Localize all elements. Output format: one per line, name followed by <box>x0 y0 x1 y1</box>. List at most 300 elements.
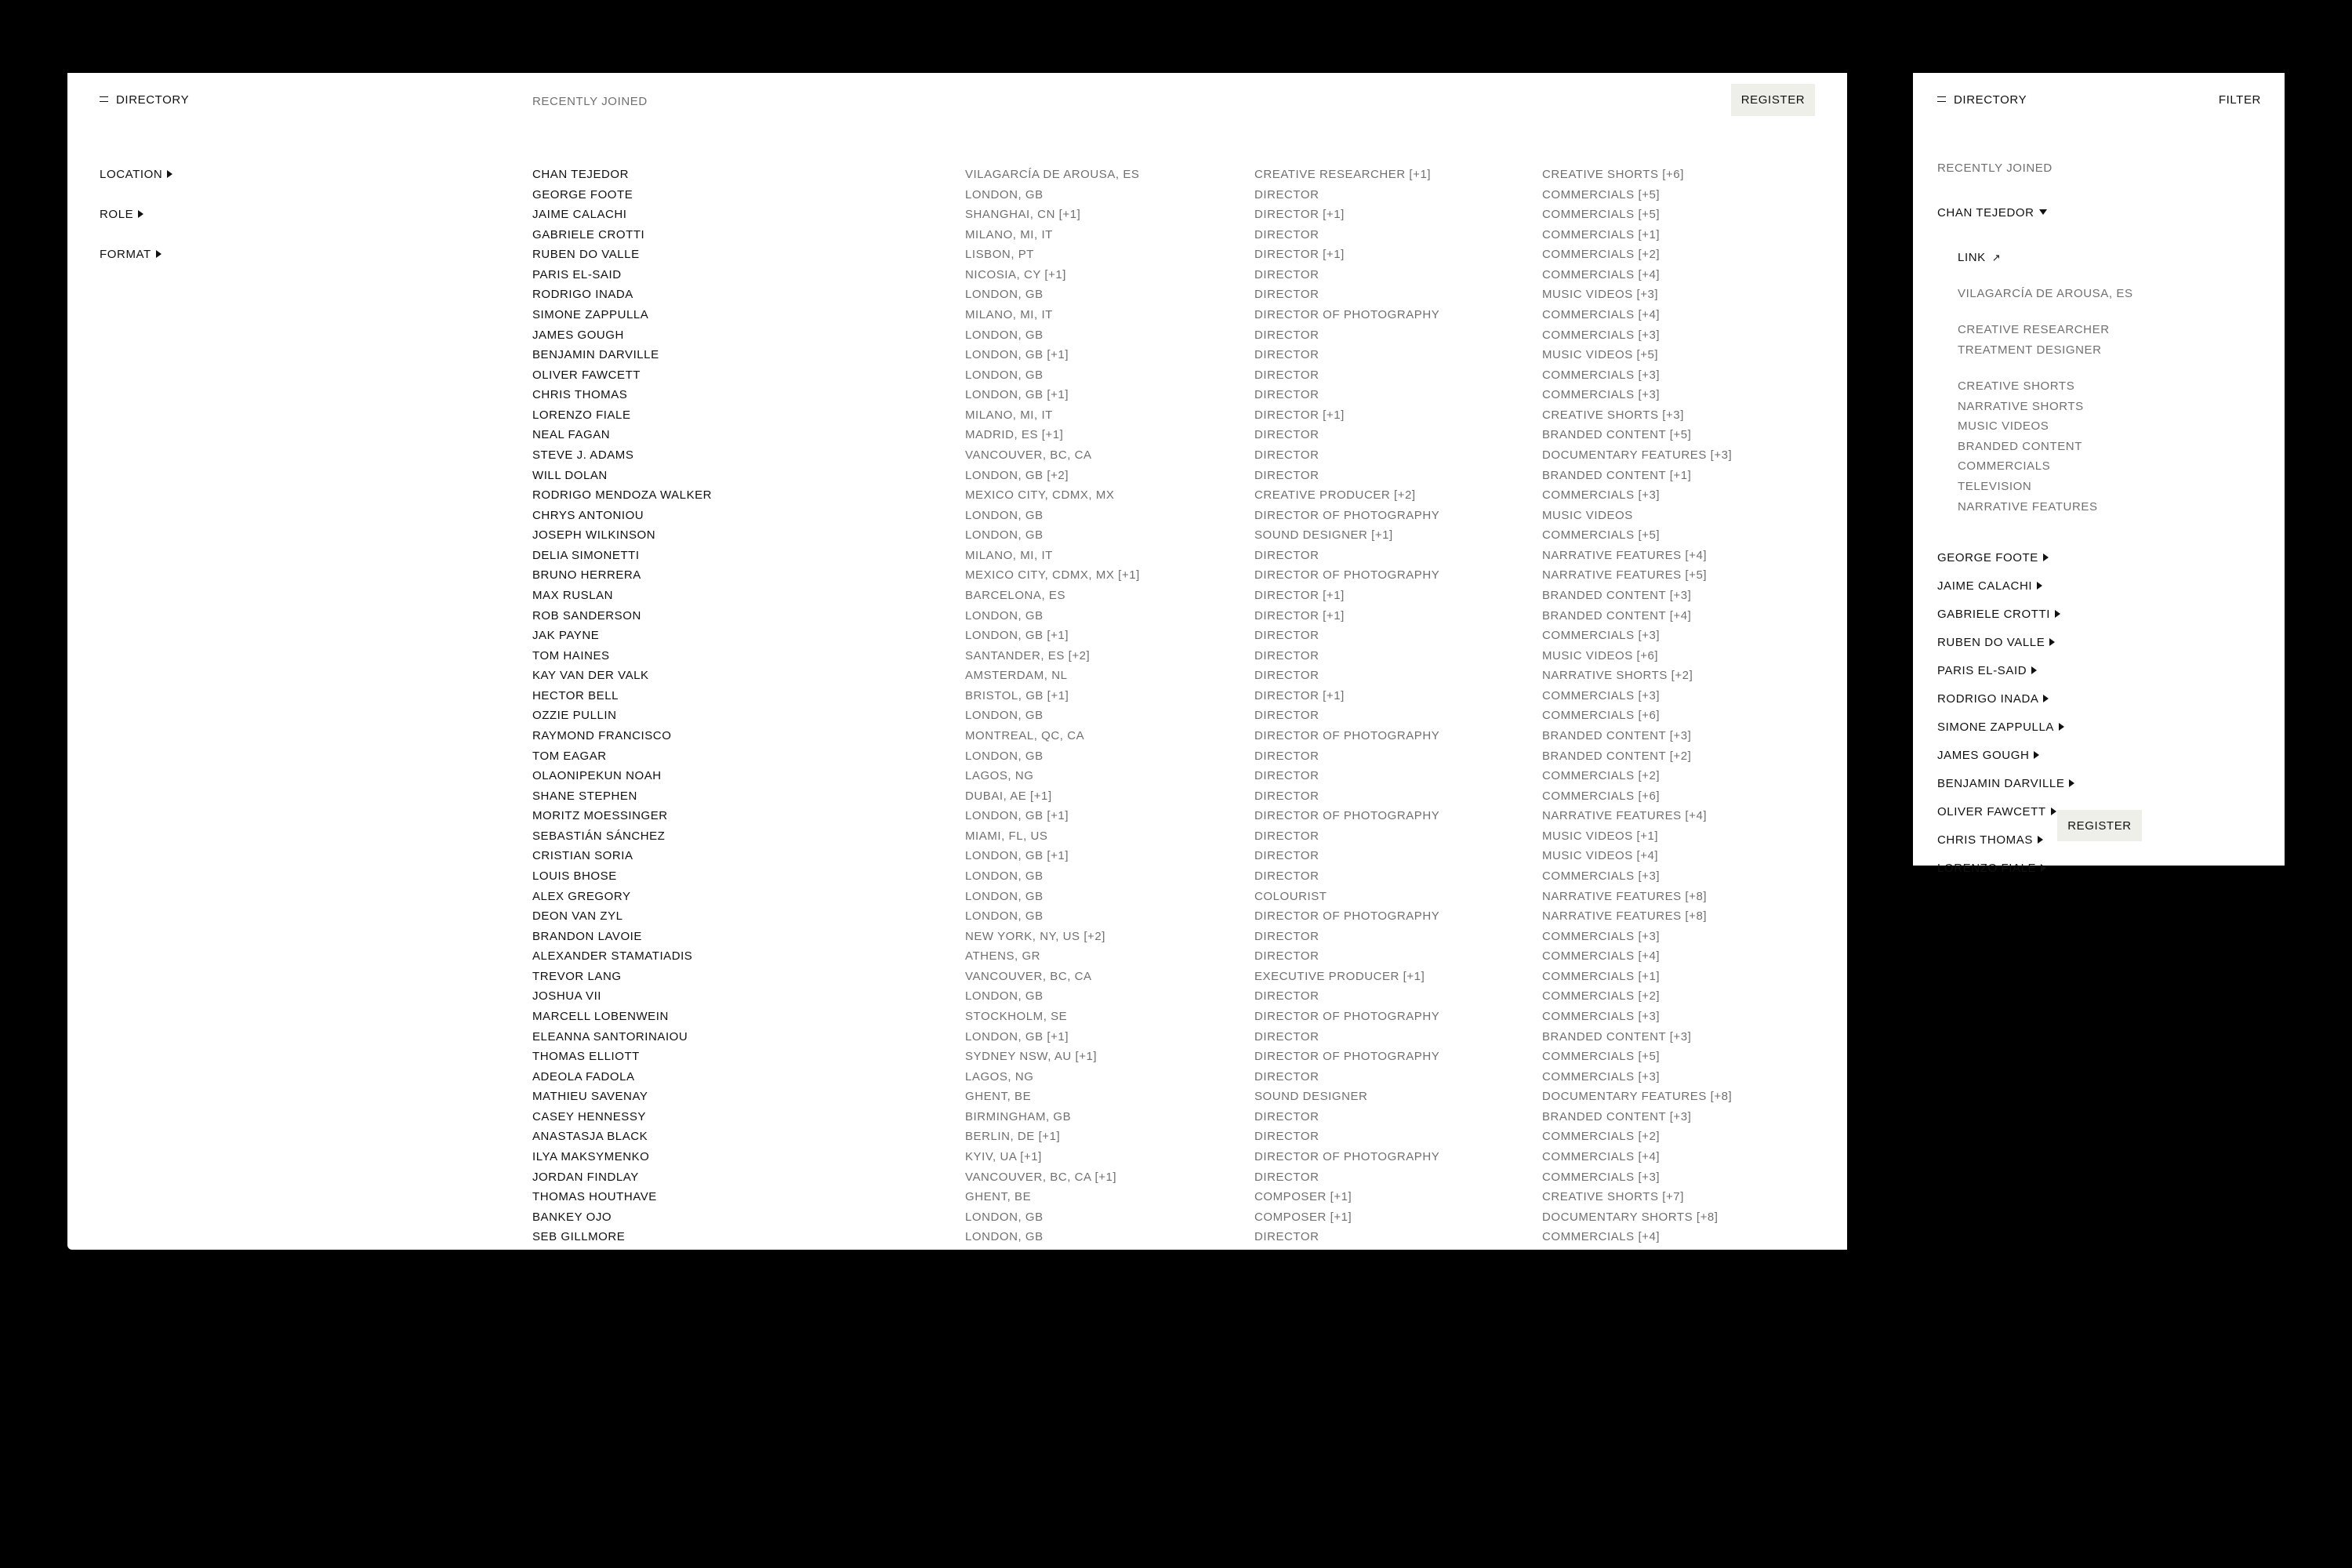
profile-format: CREATIVE SHORTS <box>1958 379 2075 393</box>
member-name[interactable]: ROB SANDERSON <box>532 608 641 622</box>
member-location: LAGOS, NG <box>965 1069 1034 1083</box>
table-row[interactable] <box>67 208 1847 228</box>
table-row[interactable] <box>67 1150 1847 1171</box>
profile-format: COMMERCIALS <box>1958 459 2051 474</box>
member-name[interactable]: ALEX GREGORY <box>532 889 631 903</box>
member-name[interactable]: RAYMOND FRANCISCO <box>532 728 672 742</box>
member-role: COMPOSER [+1] <box>1254 1210 1352 1224</box>
table-row[interactable] <box>67 448 1847 469</box>
member-format: COMMERCIALS [+2] <box>1542 248 1661 262</box>
member-name[interactable]: CHAN TEJEDOR <box>532 168 630 181</box>
member-location: MILANO, MI, IT <box>965 227 1053 241</box>
table-row[interactable] <box>67 750 1847 770</box>
table-row[interactable] <box>67 1010 1847 1030</box>
caret-right-icon <box>2055 610 2060 618</box>
table-row[interactable] <box>67 568 1847 589</box>
member-location: STOCKHOLM, SE <box>965 1009 1068 1023</box>
member-format: COMMERCIALS [+5] <box>1542 208 1661 222</box>
member-location: LONDON, GB <box>965 187 1044 201</box>
caret-right-icon <box>2038 836 2043 844</box>
member-location: ATHENS, GR <box>965 949 1041 964</box>
table-row[interactable] <box>67 168 1847 188</box>
member-location: LONDON, GB <box>965 528 1044 543</box>
table-row[interactable] <box>67 188 1847 209</box>
member-role: DIRECTOR OF PHOTOGRAPHY <box>1254 1149 1440 1163</box>
member-format: NARRATIVE FEATURES [+8] <box>1542 889 1708 903</box>
table-row[interactable] <box>67 488 1847 509</box>
expanded-profile-name: CHAN TEJEDOR <box>1937 206 2034 220</box>
member-name[interactable]: ELEANNA SANTORINAIOU <box>532 1029 688 1044</box>
mobile-list-item-name: GEORGE FOOTE <box>1937 551 2038 564</box>
member-format: MUSIC VIDEOS [+3] <box>1542 288 1659 302</box>
member-role: DIRECTOR <box>1254 629 1319 643</box>
member-name[interactable]: CHRYS ANTONIOU <box>532 508 644 522</box>
member-format: COMMERCIALS [+6] <box>1542 789 1661 803</box>
member-role: DIRECTOR [+1] <box>1254 208 1345 222</box>
member-name[interactable]: KAY VAN DER VALK <box>532 669 649 683</box>
member-role: DIRECTOR [+1] <box>1254 588 1345 602</box>
member-name[interactable]: TOM HAINES <box>532 648 610 662</box>
member-role: DIRECTOR <box>1254 789 1319 803</box>
member-location: AMSTERDAM, NL <box>965 669 1068 683</box>
table-row[interactable] <box>67 909 1847 930</box>
member-role: CREATIVE RESEARCHER [+1] <box>1254 168 1432 181</box>
table-row[interactable] <box>67 268 1847 289</box>
mobile-list-item[interactable] <box>1937 777 2074 791</box>
member-format: COMMERCIALS [+1] <box>1542 227 1661 241</box>
table-row[interactable] <box>67 1171 1847 1191</box>
table-row[interactable] <box>67 509 1847 529</box>
member-format: BRANDED CONTENT [+2] <box>1542 749 1692 763</box>
member-format: COMMERCIALS [+5] <box>1542 187 1661 201</box>
member-role: DIRECTOR <box>1254 368 1319 382</box>
member-role: DIRECTOR <box>1254 288 1319 302</box>
member-format: COMMERCIALS [+3] <box>1542 328 1661 342</box>
member-location: MEXICO CITY, CDMX, MX <box>965 488 1115 503</box>
directory-menu-button[interactable] <box>100 93 189 107</box>
member-location: LONDON, GB <box>965 508 1044 522</box>
member-location: LONDON, GB [+2] <box>965 468 1069 482</box>
register-button[interactable]: REGISTER <box>1731 84 1815 116</box>
member-location: LONDON, GB [+1] <box>965 849 1069 863</box>
member-location: LONDON, GB [+1] <box>965 348 1069 362</box>
table-row[interactable] <box>67 528 1847 549</box>
profile-link[interactable] <box>1958 251 2001 265</box>
table-row[interactable] <box>67 1130 1847 1150</box>
member-name[interactable]: SEBASTIÁN SÁNCHEZ <box>532 829 666 843</box>
table-row[interactable] <box>67 348 1847 368</box>
mobile-list-item-name: RUBEN DO VALLE <box>1937 636 2045 649</box>
profile-link-label: LINK <box>1958 251 1986 264</box>
table-row[interactable] <box>67 368 1847 389</box>
member-role: DIRECTOR <box>1254 348 1319 362</box>
member-format: BRANDED CONTENT [+4] <box>1542 608 1692 622</box>
member-format: COMMERCIALS [+3] <box>1542 929 1661 943</box>
profile-location: VILAGARCÍA DE AROUSA, ES <box>1958 287 2133 300</box>
member-name[interactable]: GABRIELE CROTTI <box>532 227 645 241</box>
member-location: BIRMINGHAM, GB <box>965 1109 1072 1123</box>
member-format: COMMERCIALS [+5] <box>1542 1050 1661 1064</box>
table-row[interactable] <box>67 288 1847 308</box>
member-format: COMMERCIALS [+6] <box>1542 709 1661 723</box>
member-format: COMMERCIALS [+2] <box>1542 1130 1661 1144</box>
member-role: DIRECTOR <box>1254 769 1319 783</box>
member-name[interactable]: RUBEN DO VALLE <box>532 248 640 262</box>
member-format: NARRATIVE SHORTS [+2] <box>1542 669 1693 683</box>
member-name[interactable]: BRANDON LAVOIE <box>532 929 642 943</box>
filter-button[interactable]: FILTER <box>2218 93 2261 107</box>
table-row[interactable] <box>67 849 1847 869</box>
member-role: DIRECTOR OF PHOTOGRAPHY <box>1254 728 1440 742</box>
member-location: LONDON, GB <box>965 869 1044 883</box>
member-role: DIRECTOR OF PHOTOGRAPHY <box>1254 909 1440 924</box>
member-role: DIRECTOR <box>1254 869 1319 883</box>
member-role: DIRECTOR <box>1254 749 1319 763</box>
table-row[interactable] <box>67 1230 1847 1250</box>
member-role: DIRECTOR OF PHOTOGRAPHY <box>1254 809 1440 823</box>
mobile-list-item[interactable] <box>1937 608 2060 622</box>
member-role: DIRECTOR [+1] <box>1254 408 1345 422</box>
profile-format: NARRATIVE SHORTS <box>1958 399 2084 413</box>
member-name[interactable]: STEVE J. ADAMS <box>532 448 634 462</box>
table-row[interactable] <box>67 1070 1847 1091</box>
table-row[interactable] <box>67 729 1847 750</box>
mobile-list-item[interactable] <box>1937 551 2049 565</box>
table-row[interactable] <box>67 1110 1847 1131</box>
member-name[interactable]: MORITZ MOESSINGER <box>532 809 668 823</box>
member-name[interactable]: MARCELL LOBENWEIN <box>532 1009 669 1023</box>
table-row[interactable] <box>67 1030 1847 1051</box>
member-name[interactable]: SIMONE ZAPPULLA <box>532 307 649 321</box>
profile-format: TELEVISION <box>1958 480 2032 493</box>
member-role: DIRECTOR <box>1254 388 1319 402</box>
table-row[interactable] <box>67 1190 1847 1210</box>
member-format: COMMERCIALS [+2] <box>1542 769 1661 783</box>
table-row[interactable] <box>67 248 1847 268</box>
member-location: VILAGARCÍA DE AROUSA, ES <box>965 168 1140 181</box>
mobile-list-item[interactable] <box>1937 579 2042 593</box>
member-location: LONDON, GB [+1] <box>965 1029 1069 1044</box>
member-role: DIRECTOR <box>1254 829 1319 843</box>
member-role: DIRECTOR <box>1254 1130 1319 1144</box>
member-name[interactable]: OLAONIPEKUN NOAH <box>532 769 662 783</box>
member-name[interactable]: DEON VAN ZYL <box>532 909 623 924</box>
member-location: MILANO, MI, IT <box>965 307 1053 321</box>
member-role: DIRECTOR [+1] <box>1254 688 1345 702</box>
member-format: NARRATIVE FEATURES [+4] <box>1542 548 1708 562</box>
mobile-list-item[interactable] <box>1937 749 2039 763</box>
table-row[interactable] <box>67 709 1847 729</box>
mobile-list-item[interactable] <box>1937 636 2055 650</box>
member-location: VANCOUVER, BC, CA <box>965 969 1092 983</box>
member-location: LISBON, PT <box>965 248 1035 262</box>
filter-format-label: FORMAT <box>100 248 151 261</box>
member-name[interactable]: LOUIS BHOSE <box>532 869 617 883</box>
member-role: DIRECTOR <box>1254 468 1319 482</box>
mobile-list-item-name: JAMES GOUGH <box>1937 749 2030 762</box>
table-row[interactable] <box>67 809 1847 829</box>
member-name[interactable]: OZZIE PULLIN <box>532 709 617 723</box>
member-format: DOCUMENTARY FEATURES [+3] <box>1542 448 1733 462</box>
member-name[interactable]: THOMAS ELLIOTT <box>532 1050 640 1064</box>
member-location: SHANGHAI, CN [+1] <box>965 208 1081 222</box>
member-location: LONDON, GB [+1] <box>965 809 1069 823</box>
member-location: LONDON, GB <box>965 288 1044 302</box>
member-name[interactable]: WILL DOLAN <box>532 468 608 482</box>
member-location: LONDON, GB <box>965 989 1044 1004</box>
table-row[interactable] <box>67 1210 1847 1231</box>
member-role: DIRECTOR <box>1254 1069 1319 1083</box>
member-location: LONDON, GB [+1] <box>965 388 1069 402</box>
member-format: COMMERCIALS [+3] <box>1542 1009 1661 1023</box>
member-format: COMMERCIALS [+4] <box>1542 307 1661 321</box>
member-format: BRANDED CONTENT [+1] <box>1542 468 1692 482</box>
mobile-list-item-name: LORENZO FIALE <box>1937 862 2037 875</box>
caret-right-icon <box>2041 864 2046 872</box>
member-format: MUSIC VIDEOS [+4] <box>1542 849 1659 863</box>
table-row[interactable] <box>67 308 1847 328</box>
member-name[interactable]: BENJAMIN DARVILLE <box>532 348 659 362</box>
member-role: DIRECTOR <box>1254 989 1319 1004</box>
table-row[interactable] <box>67 769 1847 789</box>
table-row[interactable] <box>67 589 1847 609</box>
table-row[interactable] <box>67 989 1847 1010</box>
member-name[interactable]: OLIVER FAWCETT <box>532 368 641 382</box>
member-format: BRANDED CONTENT [+3] <box>1542 588 1692 602</box>
member-role: DIRECTOR <box>1254 1170 1319 1184</box>
member-location: LONDON, GB <box>965 909 1044 924</box>
member-role: SOUND DESIGNER [+1] <box>1254 528 1393 543</box>
member-location: LAGOS, NG <box>965 769 1034 783</box>
member-role: DIRECTOR <box>1254 1109 1319 1123</box>
mobile-register-button[interactable]: REGISTER <box>2057 810 2142 841</box>
caret-right-icon <box>2069 779 2074 787</box>
member-name[interactable]: ALEXANDER STAMATIADIS <box>532 949 693 964</box>
table-row[interactable] <box>67 609 1847 630</box>
member-name[interactable]: JAK PAYNE <box>532 629 600 643</box>
mobile-list-item-name: RODRIGO INADA <box>1937 692 2039 706</box>
member-role: DIRECTOR <box>1254 267 1319 281</box>
member-role: DIRECTOR <box>1254 448 1319 462</box>
member-role: DIRECTOR OF PHOTOGRAPHY <box>1254 307 1440 321</box>
caret-right-icon <box>2037 582 2042 590</box>
mobile-list-item-name: GABRIELE CROTTI <box>1937 608 2051 621</box>
mobile-list-item[interactable] <box>1937 720 2064 735</box>
member-name[interactable]: ILYA MAKSYMENKO <box>532 1149 650 1163</box>
profile-role: CREATIVE RESEARCHER <box>1958 323 2110 336</box>
member-format: BRANDED CONTENT [+3] <box>1542 1109 1692 1123</box>
member-location: BERLIN, DE [+1] <box>965 1130 1061 1144</box>
member-format: BRANDED CONTENT [+3] <box>1542 1029 1692 1044</box>
mobile-list-item[interactable] <box>1937 862 2046 876</box>
mobile-list-item[interactable] <box>1937 805 2056 819</box>
member-format: NARRATIVE FEATURES [+5] <box>1542 568 1708 583</box>
table-row[interactable] <box>67 930 1847 950</box>
member-name[interactable]: CASEY HENNESSY <box>532 1109 646 1123</box>
member-location: MIAMI, FL, US <box>965 829 1048 843</box>
mobile-directory-menu-button[interactable] <box>1937 93 2027 107</box>
table-row[interactable] <box>67 408 1847 429</box>
member-location: MONTREAL, QC, CA <box>965 728 1085 742</box>
member-location: LONDON, GB <box>965 608 1044 622</box>
member-role: DIRECTOR <box>1254 648 1319 662</box>
mobile-list-item-name: PARIS EL-SAID <box>1937 664 2027 677</box>
menu-icon <box>100 96 108 102</box>
external-link-icon: ↗ <box>1991 252 2002 263</box>
table-row[interactable] <box>67 549 1847 569</box>
member-location: LONDON, GB [+1] <box>965 629 1069 643</box>
table-row[interactable] <box>67 469 1847 489</box>
member-name[interactable]: TOM EAGAR <box>532 749 607 763</box>
member-location: LONDON, GB <box>965 889 1044 903</box>
mobile-list-item[interactable] <box>1937 692 2049 706</box>
member-name[interactable]: CHRIS THOMAS <box>532 388 628 402</box>
member-name[interactable]: HECTOR BELL <box>532 688 619 702</box>
member-format: NARRATIVE FEATURES [+4] <box>1542 809 1708 823</box>
member-location: SYDNEY NSW, AU [+1] <box>965 1050 1098 1064</box>
member-role: DIRECTOR <box>1254 227 1319 241</box>
member-name[interactable]: TREVOR LANG <box>532 969 622 983</box>
table-row[interactable] <box>67 1050 1847 1070</box>
caret-right-icon <box>2031 666 2037 674</box>
member-name[interactable]: DELIA SIMONETTI <box>532 548 640 562</box>
member-name[interactable]: THOMAS HOUTHAVE <box>532 1190 657 1204</box>
member-format: COMMERCIALS [+3] <box>1542 368 1661 382</box>
member-format: COMMERCIALS [+3] <box>1542 488 1661 503</box>
member-format: COMMERCIALS [+4] <box>1542 1149 1661 1163</box>
member-location: LONDON, GB <box>965 368 1044 382</box>
caret-right-icon <box>2034 751 2039 759</box>
member-location: LONDON, GB <box>965 328 1044 342</box>
member-role: SOUND DESIGNER <box>1254 1090 1368 1104</box>
table-row[interactable] <box>67 829 1847 850</box>
member-format: NARRATIVE FEATURES [+8] <box>1542 909 1708 924</box>
member-location: VANCOUVER, BC, CA [+1] <box>965 1170 1117 1184</box>
member-name[interactable]: GEORGE FOOTE <box>532 187 633 201</box>
member-location: VANCOUVER, BC, CA <box>965 448 1092 462</box>
member-role: DIRECTOR <box>1254 187 1319 201</box>
member-location: LONDON, GB <box>965 1230 1044 1244</box>
member-location: MADRID, ES [+1] <box>965 428 1064 442</box>
member-role: COMPOSER [+1] <box>1254 1190 1352 1204</box>
section-title: RECENTLY JOINED <box>532 95 648 108</box>
member-role: DIRECTOR <box>1254 949 1319 964</box>
member-name[interactable]: CRISTIAN SORIA <box>532 849 633 863</box>
member-name[interactable]: MATHIEU SAVENAY <box>532 1090 648 1104</box>
member-role: DIRECTOR <box>1254 328 1319 342</box>
member-role: COLOURIST <box>1254 889 1327 903</box>
table-row[interactable] <box>67 689 1847 710</box>
table-row[interactable] <box>67 869 1847 890</box>
member-format: COMMERCIALS [+3] <box>1542 1069 1661 1083</box>
table-row[interactable] <box>67 428 1847 448</box>
member-format: CREATIVE SHORTS [+3] <box>1542 408 1684 422</box>
member-name[interactable]: SHANE STEPHEN <box>532 789 637 803</box>
member-role: DIRECTOR [+1] <box>1254 608 1345 622</box>
table-row[interactable] <box>67 890 1847 910</box>
member-name[interactable]: RODRIGO MENDOZA WALKER <box>532 488 713 503</box>
member-name[interactable]: PARIS EL-SAID <box>532 267 622 281</box>
caret-right-icon <box>2059 723 2064 731</box>
member-format: COMMERCIALS [+1] <box>1542 969 1661 983</box>
profile-format: NARRATIVE FEATURES <box>1958 499 2098 514</box>
member-name[interactable]: JOSEPH WILKINSON <box>532 528 656 543</box>
member-name[interactable]: ADEOLA FADOLA <box>532 1069 635 1083</box>
member-role: DIRECTOR <box>1254 428 1319 442</box>
table-row[interactable] <box>67 1090 1847 1110</box>
table-row[interactable] <box>67 228 1847 249</box>
filter-role-label: ROLE <box>100 208 134 221</box>
member-role: DIRECTOR <box>1254 669 1319 683</box>
member-name[interactable]: ANASTASJA BLACK <box>532 1130 648 1144</box>
member-location: MILANO, MI, IT <box>965 548 1053 562</box>
member-location: BARCELONA, ES <box>965 588 1066 602</box>
member-format: COMMERCIALS [+5] <box>1542 528 1661 543</box>
member-location: NICOSIA, CY [+1] <box>965 267 1066 281</box>
member-name[interactable]: JAMES GOUGH <box>532 328 624 342</box>
table-row[interactable] <box>67 789 1847 810</box>
mobile-list-item[interactable] <box>1937 664 2037 678</box>
member-role: DIRECTOR [+1] <box>1254 248 1345 262</box>
table-row[interactable] <box>67 949 1847 970</box>
member-name[interactable]: JAIME CALACHI <box>532 208 627 222</box>
table-row[interactable] <box>67 649 1847 670</box>
member-format: COMMERCIALS [+3] <box>1542 869 1661 883</box>
mobile-list-item-name: OLIVER FAWCETT <box>1937 805 2046 818</box>
member-format: MUSIC VIDEOS <box>1542 508 1633 522</box>
member-role: EXECUTIVE PRODUCER [+1] <box>1254 969 1425 983</box>
table-row[interactable] <box>67 388 1847 408</box>
member-name[interactable]: BANKEY OJO <box>532 1210 612 1224</box>
table-row[interactable] <box>67 328 1847 349</box>
table-row[interactable] <box>67 629 1847 649</box>
member-name[interactable]: MAX RUSLAN <box>532 588 614 602</box>
member-location: SANTANDER, ES [+2] <box>965 648 1091 662</box>
member-role: DIRECTOR OF PHOTOGRAPHY <box>1254 508 1440 522</box>
expanded-profile-toggle[interactable] <box>1937 206 2047 220</box>
member-role: DIRECTOR <box>1254 1029 1319 1044</box>
directory-label: DIRECTORY <box>116 93 190 107</box>
member-format: COMMERCIALS [+2] <box>1542 989 1661 1004</box>
member-location: GHENT, BE <box>965 1190 1032 1204</box>
member-format: COMMERCIALS [+3] <box>1542 688 1661 702</box>
member-role: DIRECTOR <box>1254 929 1319 943</box>
member-format: MUSIC VIDEOS [+1] <box>1542 829 1659 843</box>
table-row[interactable] <box>67 970 1847 990</box>
member-role: DIRECTOR OF PHOTOGRAPHY <box>1254 1009 1440 1023</box>
member-name[interactable]: BRUNO HERRERA <box>532 568 641 583</box>
member-name[interactable]: LORENZO FIALE <box>532 408 631 422</box>
mobile-list-item-name: BENJAMIN DARVILLE <box>1937 777 2065 790</box>
member-name[interactable]: NEAL FAGAN <box>532 428 611 442</box>
member-location: NEW YORK, NY, US [+2] <box>965 929 1105 943</box>
profile-format: BRANDED CONTENT <box>1958 439 2083 453</box>
member-name[interactable]: SEB GILLMORE <box>532 1230 626 1244</box>
member-role: DIRECTOR OF PHOTOGRAPHY <box>1254 568 1440 583</box>
filter-location-label: LOCATION <box>100 168 163 181</box>
member-role: DIRECTOR <box>1254 849 1319 863</box>
member-location: LONDON, GB <box>965 709 1044 723</box>
table-row[interactable] <box>67 669 1847 689</box>
member-location: LONDON, GB <box>965 1210 1044 1224</box>
member-name[interactable]: RODRIGO INADA <box>532 288 633 302</box>
member-location: MILANO, MI, IT <box>965 408 1053 422</box>
member-role: DIRECTOR <box>1254 1230 1319 1244</box>
member-role: DIRECTOR OF PHOTOGRAPHY <box>1254 1050 1440 1064</box>
member-name[interactable]: JOSHUA VII <box>532 989 602 1004</box>
member-name[interactable]: JORDAN FINDLAY <box>532 1170 639 1184</box>
mobile-list-item[interactable] <box>1937 833 2043 848</box>
